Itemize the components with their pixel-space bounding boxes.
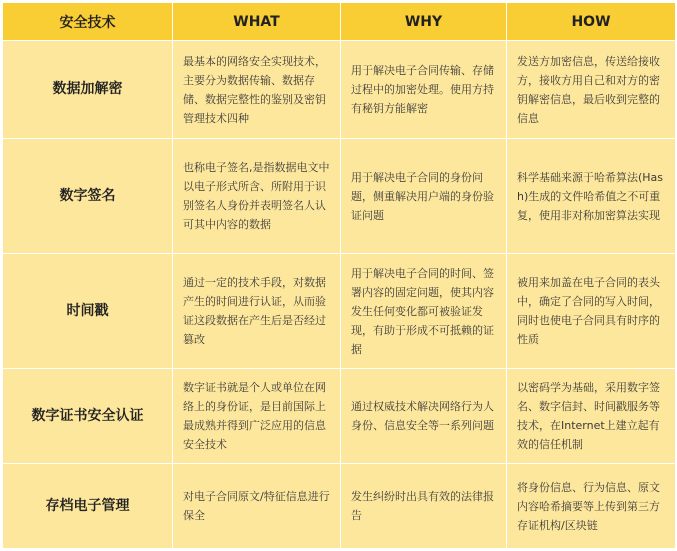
why-cell: 用于解决电子合同传输、存储过程中的加密处理。使用方持有秘钥方能解密 [341, 41, 507, 139]
table-row [3, 254, 676, 369]
header-how: HOW [507, 3, 676, 41]
what-cell: 最基本的网络安全实现技术，主要分为数据传输、数据存储、数据完整性的鉴别及密钥管理技术四种 [173, 41, 341, 139]
tech-name-cell: 数字证书安全认证 [3, 369, 173, 464]
table-header-row [3, 3, 676, 41]
header-why: WHY [341, 3, 507, 41]
how-cell: 将身份信息、行为信息、原文内容哈希摘要等上传到第三方存证机构/区块链 [507, 464, 676, 549]
what-cell: 对电子合同原文/特征信息进行保全 [173, 464, 341, 549]
table-row [3, 464, 676, 549]
tech-name-cell: 存档电子管理 [3, 464, 173, 549]
why-cell: 通过权威技术解决网络行为人身份、信息安全等一系列问题 [341, 369, 507, 464]
what-cell: 通过一定的技术手段，对数据产生的时间进行认证，从而验证这段数据在产生后是否经过篡改 [173, 254, 341, 369]
how-cell: 发送方加密信息，传送给接收方，接收方用自己和对方的密钥解密信息，最后收到完整的信息 [507, 41, 676, 139]
why-cell: 用于解决电子合同的时间、签署内容的固定问题，使其内容发生任何变化都可被验证发现，有助于形成不可抵赖的证据 [341, 254, 507, 369]
table-row [3, 369, 676, 464]
tech-name-cell: 数据加解密 [3, 41, 173, 139]
header-what: WHAT [173, 3, 341, 41]
tech-name-cell: 数字签名 [3, 139, 173, 254]
header-tech: 安全技术 [3, 3, 173, 41]
why-cell: 发生纠纷时出具有效的法律报告 [341, 464, 507, 549]
why-cell: 用于解决电子合同的身份问题，侧重解决用户端的身份验证问题 [341, 139, 507, 254]
what-cell: 也称电子签名,是指数据电文中以电子形式所含、所附用于识别签名人身份并表明签名人认可其中内容的数据 [173, 139, 341, 254]
security-tech-table [2, 2, 676, 549]
what-cell: 数字证书就是个人或单位在网络上的身份证，是目前国际上最成熟并得到广泛应用的信息安全技术 [173, 369, 341, 464]
tech-name-cell: 时间戳 [3, 254, 173, 369]
how-cell: 被用来加盖在电子合同的表头中，确定了合同的写入时间，同时也使电子合同具有时序的性质 [507, 254, 676, 369]
table-row [3, 41, 676, 139]
how-cell: 以密码学为基础，采用数字签名、数字信封、时间戳服务等技术，在Internet上建立起有效的信任机制 [507, 369, 676, 464]
table-row [3, 139, 676, 254]
how-cell: 科学基础来源于哈希算法(Hash)生成的文件哈希值之不可重复，使用非对称加密算法实现 [507, 139, 676, 254]
